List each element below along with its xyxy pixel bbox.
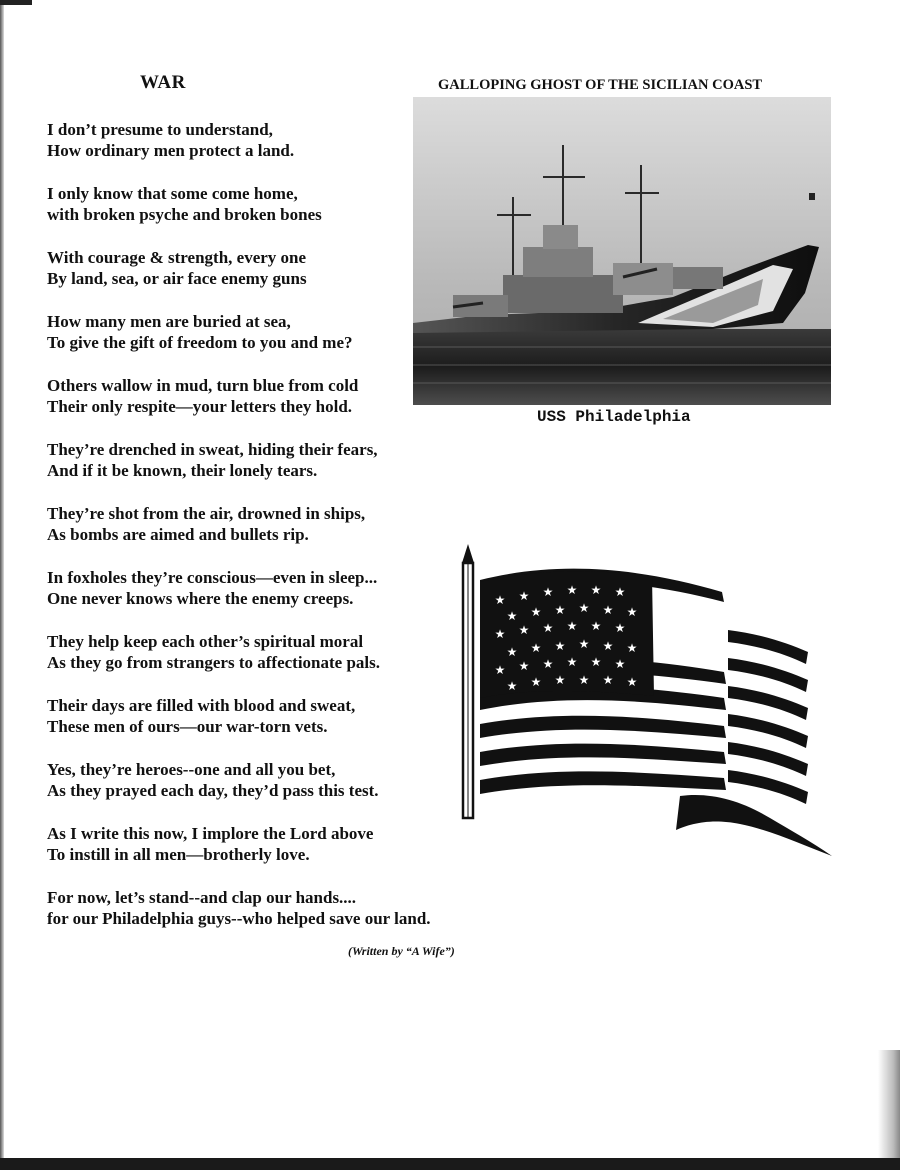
svg-text:★: ★ bbox=[566, 619, 578, 633]
poem-line: As they go from strangers to affectionate pals. bbox=[47, 653, 381, 672]
poem-line: To instill in all men—brotherly love. bbox=[47, 845, 310, 864]
photo-heading: GALLOPING GHOST OF THE SICILIAN COAST bbox=[438, 77, 763, 93]
poem-line: Their only respite—your letters they hold. bbox=[47, 397, 353, 416]
svg-text:★: ★ bbox=[518, 589, 530, 603]
poem-stanza bbox=[47, 567, 497, 609]
poem-line: For now, let’s stand--and clap our hands.... bbox=[47, 888, 357, 907]
svg-text:★: ★ bbox=[590, 583, 602, 597]
poem-line: By land, sea, or air face enemy guns bbox=[47, 269, 307, 288]
svg-text:★: ★ bbox=[530, 605, 542, 619]
svg-text:★: ★ bbox=[554, 639, 566, 653]
svg-text:★: ★ bbox=[614, 585, 626, 599]
svg-text:★: ★ bbox=[578, 637, 590, 651]
svg-text:★: ★ bbox=[518, 659, 530, 673]
scan-edge-right bbox=[878, 1050, 900, 1158]
svg-text:★: ★ bbox=[578, 673, 590, 687]
poem-line: They’re shot from the air, drowned in ships, bbox=[47, 504, 366, 523]
svg-text:★: ★ bbox=[542, 621, 554, 635]
poem-stanza bbox=[47, 503, 497, 545]
svg-text:★: ★ bbox=[530, 641, 542, 655]
poem-line: I only know that some come home, bbox=[47, 184, 298, 203]
svg-text:★: ★ bbox=[542, 657, 554, 671]
poem-stanza bbox=[47, 439, 497, 481]
poem-line: And if it be known, their lonely tears. bbox=[47, 461, 318, 480]
poem-line: for our Philadelphia guys--who helped save our land. bbox=[47, 909, 431, 928]
poem-line: with broken psyche and broken bones bbox=[47, 205, 322, 224]
poem-line: They help keep each other’s spiritual moral bbox=[47, 632, 364, 651]
photo-caption: USS Philadelphia bbox=[537, 408, 691, 426]
svg-text:★: ★ bbox=[602, 639, 614, 653]
poem-line: Others wallow in mud, turn blue from cold bbox=[47, 376, 359, 395]
svg-text:★: ★ bbox=[542, 585, 554, 599]
svg-text:★: ★ bbox=[602, 603, 614, 617]
svg-text:★: ★ bbox=[566, 655, 578, 669]
poem-line: How many men are buried at sea, bbox=[47, 312, 291, 331]
svg-text:★: ★ bbox=[506, 679, 518, 693]
poem-line: One never knows where the enemy creeps. bbox=[47, 589, 354, 608]
poem-line: In foxholes they’re conscious—even in sleep... bbox=[47, 568, 378, 587]
poem-stanza bbox=[47, 887, 497, 929]
poem-line: They’re drenched in sweat, hiding their fears, bbox=[47, 440, 378, 459]
poem-line: How ordinary men protect a land. bbox=[47, 141, 295, 160]
svg-text:★: ★ bbox=[614, 621, 626, 635]
poem-stanza bbox=[47, 695, 497, 737]
scan-edge-corner bbox=[0, 0, 32, 5]
poem-line: Their days are filled with blood and sweat, bbox=[47, 696, 356, 715]
poem-title: WAR bbox=[140, 72, 186, 93]
svg-text:★: ★ bbox=[614, 657, 626, 671]
poem-stanza bbox=[47, 823, 497, 865]
svg-text:★: ★ bbox=[590, 655, 602, 669]
poem-attribution: (Written by “A Wife”) bbox=[348, 944, 455, 958]
svg-text:★: ★ bbox=[626, 675, 638, 689]
svg-text:★: ★ bbox=[494, 593, 506, 607]
poem-line: As bombs are aimed and bullets rip. bbox=[47, 525, 309, 544]
ship-photo bbox=[413, 97, 831, 405]
poem-line: With courage & strength, every one bbox=[47, 248, 307, 267]
svg-text:★: ★ bbox=[626, 641, 638, 655]
svg-text:★: ★ bbox=[554, 673, 566, 687]
poem-line: I don’t presume to understand, bbox=[47, 120, 273, 139]
svg-text:★: ★ bbox=[566, 583, 578, 597]
svg-text:★: ★ bbox=[494, 663, 506, 677]
scan-edge-left bbox=[0, 0, 4, 1170]
poem-line: As I write this now, I implore the Lord above bbox=[47, 824, 374, 843]
poem-stanza bbox=[47, 759, 497, 801]
poem-line: These men of ours—our war-torn vets. bbox=[47, 717, 328, 736]
poem-stanza bbox=[47, 631, 497, 673]
svg-text:★: ★ bbox=[506, 645, 518, 659]
svg-text:★: ★ bbox=[530, 675, 542, 689]
svg-text:★: ★ bbox=[602, 673, 614, 687]
poem-line: To give the gift of freedom to you and me? bbox=[47, 333, 353, 352]
svg-text:★: ★ bbox=[554, 603, 566, 617]
poem-line: Yes, they’re heroes--one and all you bet, bbox=[47, 760, 336, 779]
svg-text:★: ★ bbox=[590, 619, 602, 633]
scan-edge-bottom bbox=[0, 1158, 900, 1170]
svg-text:★: ★ bbox=[578, 601, 590, 615]
poem-line: As they prayed each day, they’d pass this test. bbox=[47, 781, 379, 800]
american-flag-illustration bbox=[440, 538, 840, 868]
svg-text:★: ★ bbox=[626, 605, 638, 619]
svg-text:★: ★ bbox=[494, 627, 506, 641]
svg-text:★: ★ bbox=[506, 609, 518, 623]
svg-text:★: ★ bbox=[518, 623, 530, 637]
